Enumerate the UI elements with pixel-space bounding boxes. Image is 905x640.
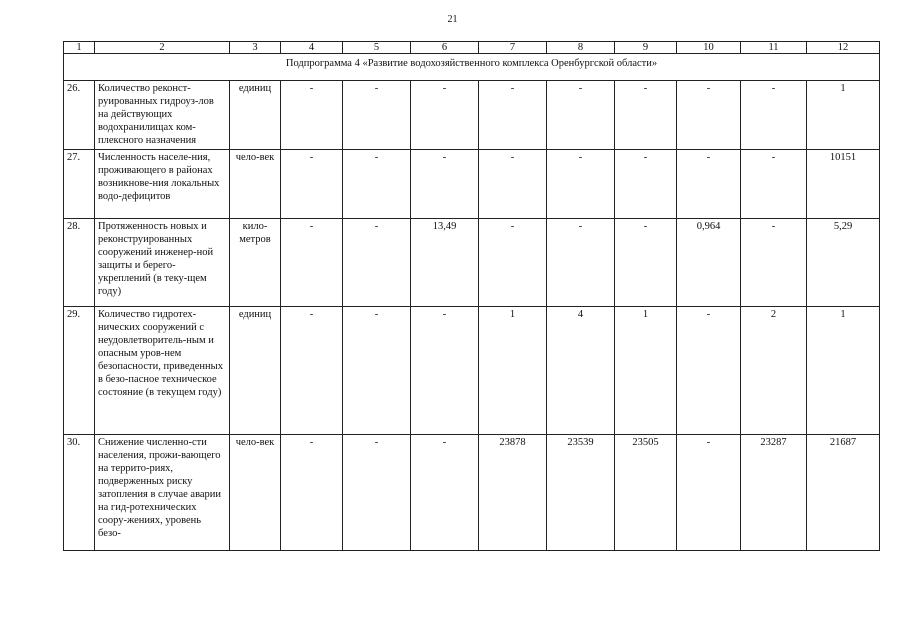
value-cell: - xyxy=(281,150,343,219)
value-cell: - xyxy=(547,150,615,219)
value-cell: - xyxy=(677,435,741,551)
value-cell: - xyxy=(547,81,615,150)
column-header-10: 10 xyxy=(677,42,741,54)
value-cell: 1 xyxy=(615,307,677,435)
value-cell: - xyxy=(343,150,411,219)
value-cell: 1 xyxy=(807,307,880,435)
value-cell: 23539 xyxy=(547,435,615,551)
value-cell: 23287 xyxy=(741,435,807,551)
value-cell: - xyxy=(677,307,741,435)
value-cell: - xyxy=(411,150,479,219)
column-header-11: 11 xyxy=(741,42,807,54)
value-cell: - xyxy=(741,81,807,150)
value-cell: - xyxy=(741,219,807,307)
value-cell: - xyxy=(615,81,677,150)
value-cell: 23505 xyxy=(615,435,677,551)
unit-cell: единиц xyxy=(230,81,281,150)
unit-cell: чело-век xyxy=(230,435,281,551)
table-row xyxy=(64,435,880,551)
indicator-name: Численность населе-ния, проживающего в районах возникнове-ния локальных водо-дефицитов xyxy=(95,150,230,219)
value-cell: - xyxy=(411,307,479,435)
value-cell: - xyxy=(615,219,677,307)
value-cell: 23878 xyxy=(479,435,547,551)
value-cell: 4 xyxy=(547,307,615,435)
column-header-2: 2 xyxy=(95,42,230,54)
row-number: 28. xyxy=(64,219,95,307)
value-cell: - xyxy=(615,150,677,219)
value-cell: - xyxy=(677,150,741,219)
indicator-name: Количество реконст-руированных гидроуз-лов на действующих водохранилищах ком-плексного назначения xyxy=(95,81,230,150)
table-row xyxy=(64,219,880,307)
value-cell: 0,964 xyxy=(677,219,741,307)
subprogram-title: Подпрограмма 4 «Развитие водохозяйственного комплекса Оренбургской области» xyxy=(64,54,880,81)
value-cell: - xyxy=(281,219,343,307)
value-cell: - xyxy=(281,435,343,551)
value-cell: - xyxy=(343,435,411,551)
unit-cell: кило-метров xyxy=(230,219,281,307)
value-cell: - xyxy=(281,81,343,150)
indicator-name: Снижение численно-сти населения, прожи-вающего на террито-риях, подверженных риску затопления в случае аварии на гид-ротехнических соору-жениях, уровень безо- xyxy=(95,435,230,551)
column-header-5: 5 xyxy=(343,42,411,54)
column-header-6: 6 xyxy=(411,42,479,54)
table-body xyxy=(64,42,880,551)
column-header-9: 9 xyxy=(615,42,677,54)
indicators-table xyxy=(63,41,880,551)
column-header-3: 3 xyxy=(230,42,281,54)
column-header-12: 12 xyxy=(807,42,880,54)
value-cell: - xyxy=(479,219,547,307)
value-cell: 1 xyxy=(807,81,880,150)
column-header-4: 4 xyxy=(281,42,343,54)
value-cell: 10151 xyxy=(807,150,880,219)
value-cell: - xyxy=(343,219,411,307)
row-number: 27. xyxy=(64,150,95,219)
column-header-8: 8 xyxy=(547,42,615,54)
table-row xyxy=(64,81,880,150)
subprogram-row xyxy=(64,54,880,81)
value-cell: - xyxy=(343,81,411,150)
value-cell: - xyxy=(343,307,411,435)
value-cell: 21687 xyxy=(807,435,880,551)
value-cell: - xyxy=(741,150,807,219)
page-number: 21 xyxy=(447,14,458,25)
value-cell: - xyxy=(411,435,479,551)
column-header-7: 7 xyxy=(479,42,547,54)
unit-cell: единиц xyxy=(230,307,281,435)
value-cell: - xyxy=(411,81,479,150)
value-cell: 5,29 xyxy=(807,219,880,307)
column-header-1: 1 xyxy=(64,42,95,54)
value-cell: 1 xyxy=(479,307,547,435)
indicator-name: Количество гидротех-нических сооружений с неудовлетворитель-ным и опасным уров-нем безопасности, приведенных в безо-пасное техническое состояние (в текущем году) xyxy=(95,307,230,435)
table-row xyxy=(64,307,880,435)
value-cell: - xyxy=(677,81,741,150)
row-number: 30. xyxy=(64,435,95,551)
value-cell: - xyxy=(547,219,615,307)
table-row xyxy=(64,150,880,219)
value-cell: 2 xyxy=(741,307,807,435)
row-number: 29. xyxy=(64,307,95,435)
value-cell: 13,49 xyxy=(411,219,479,307)
unit-cell: чело-век xyxy=(230,150,281,219)
header-row xyxy=(64,42,880,54)
value-cell: - xyxy=(281,307,343,435)
indicator-name: Протяженность новых и реконструированных сооружений инженер-ной защиты и берего-укреплений (в теку-щем году) xyxy=(95,219,230,307)
value-cell: - xyxy=(479,150,547,219)
row-number: 26. xyxy=(64,81,95,150)
value-cell: - xyxy=(479,81,547,150)
